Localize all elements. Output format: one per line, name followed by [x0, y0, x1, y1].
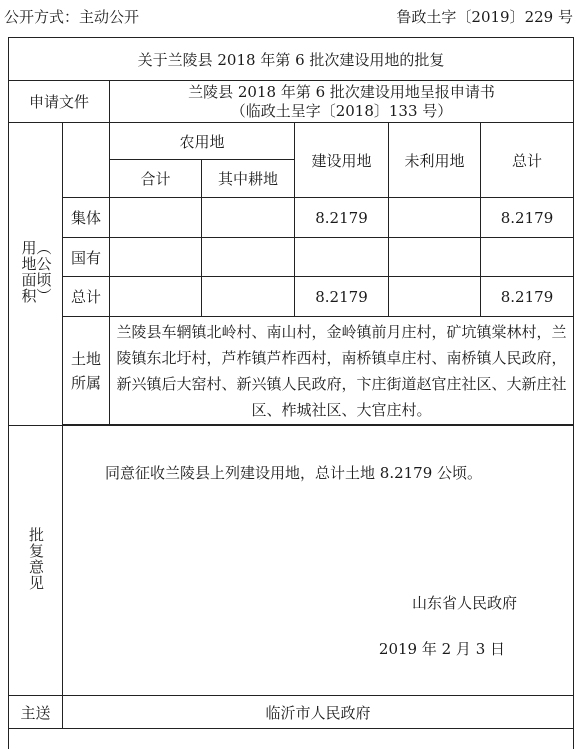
- cell-cultivated: [202, 198, 295, 238]
- cell-construction: 8.2179: [295, 277, 389, 317]
- recipient-value: 临沂市人民政府: [63, 696, 574, 729]
- cell-cultivated: [202, 238, 295, 277]
- header-construction: 建设用地: [295, 123, 389, 198]
- header-cultivated: 其中耕地: [202, 160, 295, 198]
- approval-label-cell: [9, 426, 63, 696]
- cell-construction: [295, 238, 389, 277]
- cell-subtotal: [110, 277, 202, 317]
- land-area-unit: （公顷）: [34, 240, 53, 304]
- application-label: 申请文件: [9, 81, 110, 123]
- approval-label: 批复意见: [27, 526, 45, 591]
- recipient-label: 主送: [9, 696, 63, 729]
- document-number: 鲁政土字〔2019〕229 号: [396, 8, 573, 26]
- cell-total: 8.2179: [481, 277, 574, 317]
- cell-construction: 8.2179: [295, 198, 389, 238]
- application-document: [110, 81, 574, 123]
- cut-off-row: [9, 729, 574, 749]
- table-row: [9, 198, 574, 238]
- disclosure-method: 公开方式：主动公开: [4, 8, 140, 26]
- cell-subtotal: [110, 238, 202, 277]
- cell-total: 8.2179: [481, 198, 574, 238]
- cell-unused: [389, 277, 481, 317]
- approval-content: [63, 426, 574, 696]
- application-line1: 兰陵县 2018 年第 6 批次建设用地呈报申请书: [188, 82, 495, 101]
- cell-unused: [389, 198, 481, 238]
- ownership-label-cell: [63, 317, 110, 425]
- header-total: 总计: [481, 123, 574, 198]
- table-row: [9, 277, 574, 317]
- approval-form-table: [8, 37, 574, 749]
- header-agricultural: 农用地: [110, 123, 295, 160]
- land-area-label-cell: [9, 123, 63, 426]
- header-subtotal: 合计: [110, 160, 202, 198]
- row-label: 总计: [63, 277, 110, 317]
- table-row: [9, 238, 574, 277]
- approval-text: 同意征收兰陵县上列建设用地，总计土地 8.2179 公顷。: [105, 464, 483, 482]
- ownership-text: 兰陵县车辋镇北岭村、南山村，金岭镇前月庄村，矿坑镇棠林村，兰陵镇东北圩村，芦柞镇芦柞西村，南桥镇卓庄村、南桥镇人民政府，新兴镇后大窑村、新兴镇人民政府，卞庄街道赵官庄社区、大新庄社区、柞城社区、大官庄村。: [110, 317, 574, 425]
- cell-subtotal: [110, 198, 202, 238]
- header-unused: 未利用地: [389, 123, 481, 198]
- row-label: 国有: [63, 238, 110, 277]
- document-title: 关于兰陵县 2018 年第 6 批次建设用地的批复: [9, 38, 574, 81]
- signing-authority: 山东省人民政府: [412, 594, 518, 612]
- cell-cultivated: [202, 277, 295, 317]
- ownership-label: 土地所属: [70, 349, 101, 392]
- application-line2: （临政土呈字〔2018〕133 号）: [230, 101, 453, 120]
- cell-total: [481, 238, 574, 277]
- cell-unused: [389, 238, 481, 277]
- blank-corner: [63, 123, 110, 198]
- land-area-label: 用地面积: [19, 240, 38, 304]
- signing-date: 2019 年 2 月 3 日: [378, 640, 506, 658]
- row-label: 集体: [63, 198, 110, 238]
